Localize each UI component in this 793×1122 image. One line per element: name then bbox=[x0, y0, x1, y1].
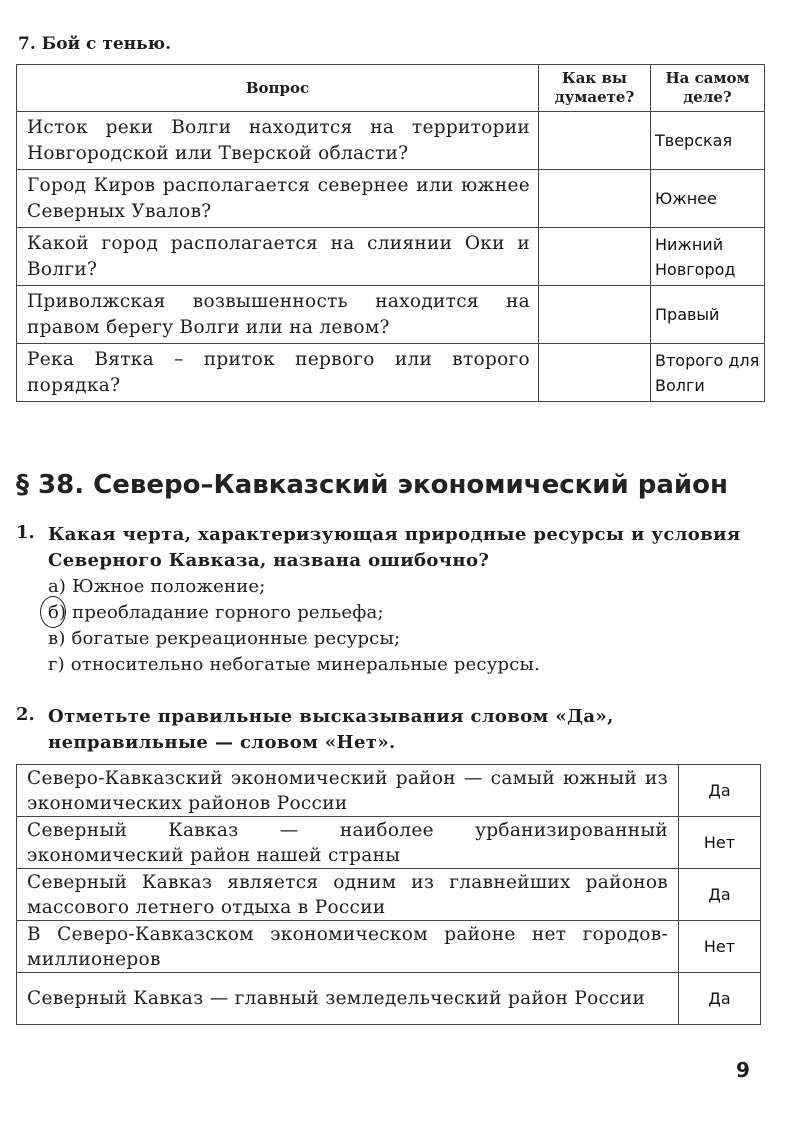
question-cell: Река Вятка – приток первого или второго порядка? bbox=[17, 344, 539, 402]
statement-cell: Северо-Кавказский экономический район — самый южный из экономических районов России bbox=[17, 765, 679, 817]
table-row bbox=[17, 112, 765, 170]
answer-cell[interactable]: Да bbox=[679, 973, 761, 1025]
answer-cell[interactable]: Нет bbox=[679, 921, 761, 973]
table-row bbox=[17, 228, 765, 286]
option-label: а) Южное положение; bbox=[48, 576, 266, 597]
question-1-options bbox=[48, 574, 776, 678]
option-a[interactable] bbox=[48, 574, 776, 600]
question-1-text: Какая черта, характеризующая природные ресурсы и условия Северного Кавказа, названа ошибочно? bbox=[48, 524, 741, 571]
question-2 bbox=[16, 704, 776, 756]
answer-cell[interactable]: Тверская bbox=[651, 112, 765, 170]
guess-cell[interactable] bbox=[539, 286, 651, 344]
table-row bbox=[17, 344, 765, 402]
statement-cell: Северный Кавказ — главный земледельческий район России bbox=[17, 973, 679, 1025]
option-c[interactable] bbox=[48, 626, 776, 652]
table-row bbox=[17, 170, 765, 228]
selection-circle-icon bbox=[40, 596, 66, 628]
answer-cell[interactable]: Нет bbox=[679, 817, 761, 869]
question-2-number: 2. bbox=[16, 704, 35, 725]
answer-cell[interactable]: Да bbox=[679, 869, 761, 921]
table-row bbox=[17, 869, 761, 921]
table-row bbox=[17, 765, 761, 817]
section-title: § 38. Северо–Кавказский экономический район bbox=[16, 470, 728, 500]
question-1 bbox=[16, 522, 776, 678]
option-label: б) преобладание горного рельефа; bbox=[48, 602, 384, 623]
table-row bbox=[17, 921, 761, 973]
page-number: 9 bbox=[736, 1058, 750, 1082]
shadow-fight-table bbox=[16, 64, 765, 402]
question-cell: Приволжская возвышенность находится на правом берегу Волги или на левом? bbox=[17, 286, 539, 344]
yes-no-table bbox=[16, 764, 761, 1025]
option-label: в) богатые рекреационные ресурсы; bbox=[48, 628, 401, 649]
guess-cell[interactable] bbox=[539, 344, 651, 402]
answer-cell[interactable]: Да bbox=[679, 765, 761, 817]
question-cell: Исток реки Волги находится на территории Новгородской или Тверской области? bbox=[17, 112, 539, 170]
statement-cell: Северный Кавказ — наиболее урбанизированный экономический район нашей страны bbox=[17, 817, 679, 869]
question-2-text: Отметьте правильные высказывания словом «Да», неправильные — словом «Нет». bbox=[48, 706, 614, 753]
option-label: г) относительно небогатые минеральные ресурсы. bbox=[48, 654, 540, 675]
task-7-heading: 7. Бой с тенью. bbox=[18, 34, 172, 54]
table-row bbox=[17, 973, 761, 1025]
answer-cell[interactable]: Южнее bbox=[651, 170, 765, 228]
header-actual: На самом деле? bbox=[651, 65, 765, 112]
header-question: Вопрос bbox=[17, 65, 539, 112]
option-b-selected[interactable] bbox=[48, 600, 776, 626]
table-header-row bbox=[17, 65, 765, 112]
question-1-number: 1. bbox=[16, 522, 35, 543]
statement-cell: Северный Кавказ является одним из главнейших районов массового летнего отдыха в России bbox=[17, 869, 679, 921]
statement-cell: В Северо-Кавказском экономическом районе нет городов-миллионеров bbox=[17, 921, 679, 973]
option-d[interactable] bbox=[48, 652, 776, 678]
question-cell: Какой город располагается на слиянии Оки и Волги? bbox=[17, 228, 539, 286]
question-cell: Город Киров располагается севернее или южнее Северных Увалов? bbox=[17, 170, 539, 228]
table-row bbox=[17, 817, 761, 869]
table-row bbox=[17, 286, 765, 344]
guess-cell[interactable] bbox=[539, 170, 651, 228]
answer-cell[interactable]: Второго для Волги bbox=[651, 344, 765, 402]
guess-cell[interactable] bbox=[539, 228, 651, 286]
answer-cell[interactable]: Правый bbox=[651, 286, 765, 344]
answer-cell[interactable]: Нижний Новгород bbox=[651, 228, 765, 286]
header-guess: Как вы думаете? bbox=[539, 65, 651, 112]
guess-cell[interactable] bbox=[539, 112, 651, 170]
